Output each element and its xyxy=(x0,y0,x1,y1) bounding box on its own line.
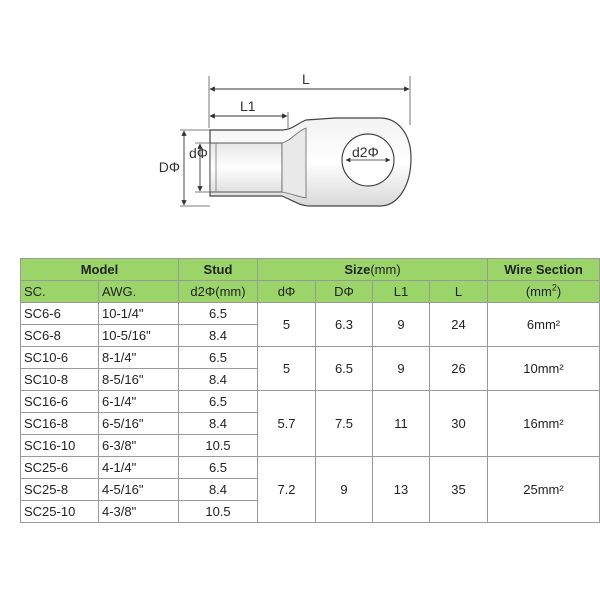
header-L: L xyxy=(430,281,488,303)
table-row xyxy=(21,303,600,325)
cell-awg: 6-3/8" xyxy=(99,435,179,457)
cell-stud: 10.5 xyxy=(179,501,258,523)
cell-d: 5 xyxy=(258,303,316,347)
cell-L: 26 xyxy=(430,347,488,391)
cell-sc: SC25-6 xyxy=(21,457,99,479)
cell-d: 5 xyxy=(258,347,316,391)
cell-D: 6.3 xyxy=(316,303,373,347)
cell-wire: 25mm² xyxy=(488,457,600,523)
table-row xyxy=(21,457,600,479)
header-row-1 xyxy=(21,259,600,281)
cell-awg: 4-1/4" xyxy=(99,457,179,479)
cell-D: 7.5 xyxy=(316,391,373,457)
cell-L: 35 xyxy=(430,457,488,523)
cell-stud: 8.4 xyxy=(179,413,258,435)
cell-awg: 8-1/4" xyxy=(99,347,179,369)
header-stud-unit: d2Φ(mm) xyxy=(179,281,258,303)
cell-L1: 9 xyxy=(373,347,430,391)
cell-sc: SC10-6 xyxy=(21,347,99,369)
header-size: Size(mm) xyxy=(258,259,488,281)
cell-stud: 6.5 xyxy=(179,391,258,413)
spec-table xyxy=(20,258,600,523)
dim-d2-label: d2Φ xyxy=(352,144,379,160)
cell-D: 9 xyxy=(316,457,373,523)
header-D: DΦ xyxy=(316,281,373,303)
cell-wire: 16mm² xyxy=(488,391,600,457)
cell-L: 24 xyxy=(430,303,488,347)
cell-stud: 6.5 xyxy=(179,303,258,325)
cell-L: 30 xyxy=(430,391,488,457)
header-model: Model xyxy=(21,259,179,281)
header-awg: AWG. xyxy=(99,281,179,303)
cell-sc: SC6-8 xyxy=(21,325,99,347)
header-sc: SC. xyxy=(21,281,99,303)
table-row xyxy=(21,391,600,413)
cell-sc: SC16-10 xyxy=(21,435,99,457)
cell-wire: 6mm² xyxy=(488,303,600,347)
lug-drawing xyxy=(0,0,600,240)
cell-D: 6.5 xyxy=(316,347,373,391)
cell-L1: 11 xyxy=(373,391,430,457)
dim-L-label: L xyxy=(302,71,310,87)
header-row-2 xyxy=(21,281,600,303)
cell-L1: 9 xyxy=(373,303,430,347)
dim-L1-label: L1 xyxy=(240,98,256,114)
dim-D-label: DΦ xyxy=(158,159,180,175)
cell-stud: 8.4 xyxy=(179,325,258,347)
cell-d: 5.7 xyxy=(258,391,316,457)
cell-sc: SC6-6 xyxy=(21,303,99,325)
header-stud: Stud xyxy=(179,259,258,281)
cell-sc: SC16-8 xyxy=(21,413,99,435)
cell-awg: 10-5/16" xyxy=(99,325,179,347)
barrel-bore xyxy=(210,143,282,192)
dim-d-label: dΦ xyxy=(189,145,208,161)
cell-sc: SC16-6 xyxy=(21,391,99,413)
cell-awg: 4-5/16" xyxy=(99,479,179,501)
cell-stud: 10.5 xyxy=(179,435,258,457)
table-row xyxy=(21,347,600,369)
cell-awg: 8-5/16" xyxy=(99,369,179,391)
cell-stud: 6.5 xyxy=(179,457,258,479)
header-L1: L1 xyxy=(373,281,430,303)
cell-stud: 8.4 xyxy=(179,369,258,391)
header-wire-unit: $(mm^2)$ xyxy=(488,281,600,303)
cell-L1: 13 xyxy=(373,457,430,523)
cell-stud: 6.5 xyxy=(179,347,258,369)
cell-sc: SC25-8 xyxy=(21,479,99,501)
header-d: dΦ xyxy=(258,281,316,303)
cell-sc: SC10-8 xyxy=(21,369,99,391)
cell-d: 7.2 xyxy=(258,457,316,523)
cell-awg: 10-1/4" xyxy=(99,303,179,325)
cell-sc: SC25-10 xyxy=(21,501,99,523)
cell-awg: 6-1/4" xyxy=(99,391,179,413)
header-wire-section: Wire Section xyxy=(488,259,600,281)
cell-awg: 6-5/16" xyxy=(99,413,179,435)
cell-awg: 4-3/8" xyxy=(99,501,179,523)
cell-wire: 10mm² xyxy=(488,347,600,391)
cell-stud: 8.4 xyxy=(179,479,258,501)
